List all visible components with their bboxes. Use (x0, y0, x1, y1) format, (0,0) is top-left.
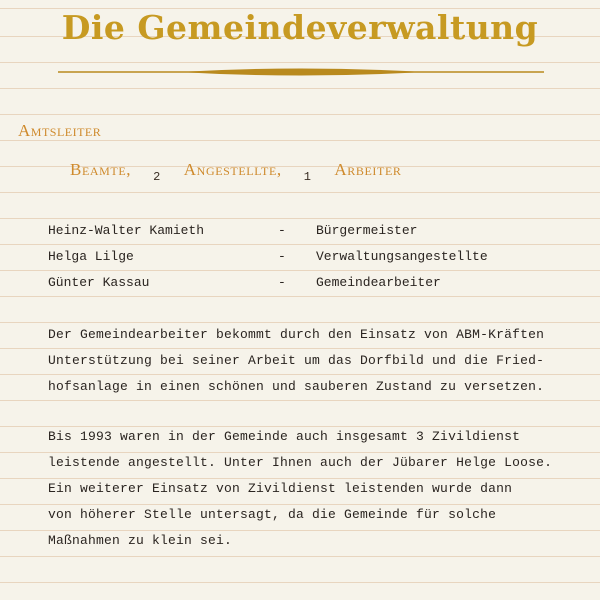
person-role: Verwaltungsangestellte (316, 249, 488, 264)
staff-label-angestellte: Angestellte, (183, 160, 282, 179)
paragraph-line: Unterstützung bei seiner Arbeit um das Dorfbild und die Fried- (48, 353, 545, 368)
paragraph-line: leistende angestellt. Unter Ihnen auch der Jübarer Helge Loose. (48, 455, 553, 470)
staff-count-beamte: 2 (153, 170, 161, 184)
section-heading-amtsleiter: Amtsleiter (18, 121, 102, 140)
separator-dash: - (278, 275, 286, 290)
separator-dash: - (278, 223, 286, 238)
paragraph-line: hofsanlage in einen schönen und sauberen Zustand zu versetzen. (48, 379, 545, 394)
ornament-divider (58, 66, 544, 78)
staff-label-arbeiter: Arbeiter (334, 160, 402, 179)
staff-summary (70, 160, 420, 184)
paragraph-line: Ein weiterer Einsatz von Zivildienst leistenden wurde dann (48, 481, 513, 496)
person-name: Günter Kassau (48, 275, 150, 290)
staff-count-angestellte: 1 (303, 170, 312, 184)
paragraph-line: von höherer Stelle untersagt, da die Gemeinde für solche (48, 507, 497, 522)
separator-dash: - (278, 249, 286, 264)
paragraph-line: Maßnahmen zu klein sei. (48, 533, 233, 548)
staff-label-beamte: Beamte, (70, 160, 132, 179)
page-title: Die Gemeindeverwaltung (61, 8, 539, 47)
person-role: Gemeindearbeiter (316, 275, 441, 290)
person-name: Helga Lilge (48, 249, 134, 264)
paragraph-zivildienst (48, 424, 552, 554)
paragraph-line: Bis 1993 waren in der Gemeinde auch insgesamt 3 Zivildienst (48, 429, 521, 444)
paragraph-line: Der Gemeindearbeiter bekommt durch den Einsatz von ABM-Kräften (48, 327, 545, 342)
person-role: Bürgermeister (316, 223, 418, 238)
paragraph-abm (48, 322, 544, 400)
person-name: Heinz-Walter Kamieth (48, 223, 205, 238)
